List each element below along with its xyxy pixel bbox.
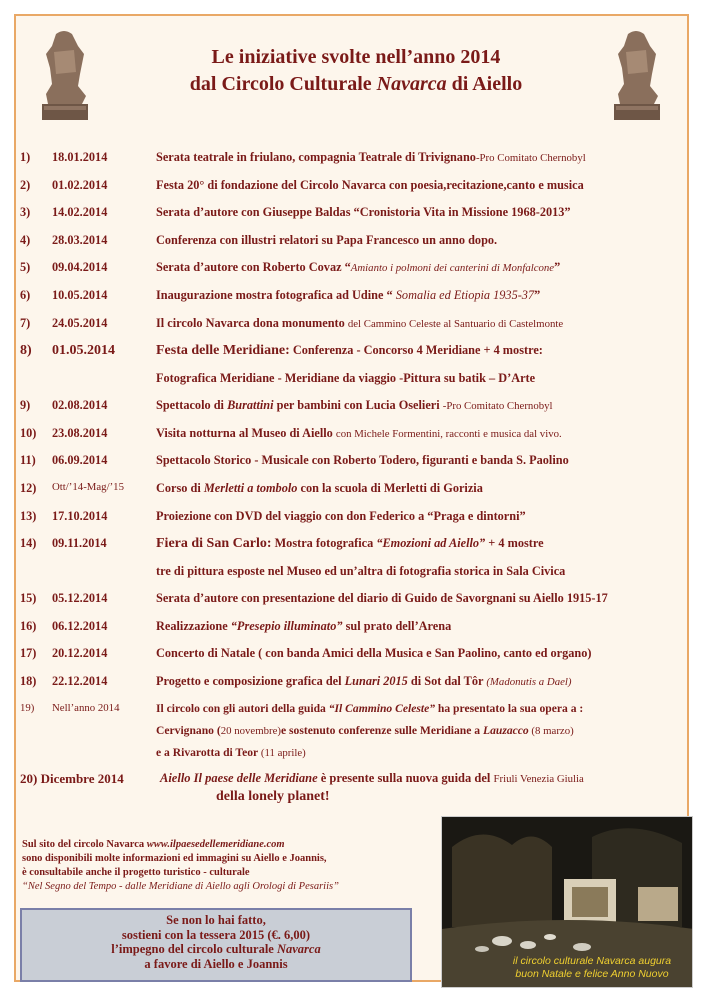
list-item: 19) Nell’anno 2014 Il circolo con gli autori della guida “Il Cammino Celeste” ha presentato la sua opera a : Cervignano (20 novembre)e sostenuto conferenze sulle Meridiane a Lauzacco (8 marzo) e a Rivarotta di Teor (11 aprile): [20, 701, 584, 759]
list-item: 11) 06.09.2014 Spettacolo Storico - Musicale con Roberto Todero, figuranti e banda S. Paolino: [20, 453, 569, 468]
list-item: 2) 01.02.2014 Festa 20° di fondazione del Circolo Navarca con poesia,recitazione,canto e musica: [20, 177, 584, 192]
nativity-photo: [441, 816, 693, 988]
site-link[interactable]: www.ilpaesedellemeridiane.com: [146, 839, 285, 850]
page-title: Le iniziative svolte nell’anno 2014 dal Circolo Culturale Navarca di Aiello: [189, 46, 523, 95]
list-item: 7) 24.05.2014 Il circolo Navarca dona monumento del Cammino Celeste al Santuario di Castelmonte: [20, 315, 564, 330]
list-item: 18) 22.12.2014 Progetto e composizione grafica del Lunari 2015 di Sot dal Tôr (Madonutis a Dael): [20, 673, 572, 688]
list-item: 16) 06.12.2014 Realizzazione “Presepio illuminato” sul prato dell’Arena: [20, 618, 452, 633]
statue-right-image: [606, 24, 668, 122]
statue-left-image: [34, 24, 96, 122]
list-item: 12) Ott/’14-Mag/’15 Corso di Merletti a tombolo con la scuola di Merletti di Gorizia: [20, 480, 483, 495]
list-item: 5) 09.04.2014 Serata d’autore con Roberto Covaz “Amianto i polmoni dei canterini di Monfalcone”: [20, 260, 561, 275]
list-item: 17) 20.12.2014 Concerto di Natale ( con banda Amici della Musica e San Paolino, canto ed organo): [20, 646, 592, 661]
list-item: 1) 18.01.2014 Serata teatrale in friulano, compagnia Teatrale di Trivignano-Pro Comitato Chernobyl: [20, 150, 586, 164]
footer-info: Sul sito del circolo Navarca www.ilpaesedellemeridiane.com sono disponibili molte informazioni ed immagini su Aiello e Joannis, è consultabile anche il progetto turistico - culturale “Nel Segno del Tempo - dalle Meridiane di Aiello agli Orologi di Pesariis”: [22, 839, 339, 892]
list-item: 4) 28.03.2014 Conferenza con illustri relatori su Papa Francesco un anno dopo.: [20, 232, 498, 247]
list-item: 3) 14.02.2014 Serata d’autore con Giuseppe Baldas “Cronistoria Vita in Missione 1968-2013”: [20, 205, 571, 220]
list-item: 8) 01.05.2014 Festa delle Meridiane: Conferenza - Concorso 4 Meridiane + 4 mostre: Fotografica Meridiane - Meridiane da viaggio -Pittura su batik – D’Arte: [20, 343, 543, 385]
membership-box: Se non lo hai fatto, sostieni con la tessera 2015 (€. 6,00) l’impegno del circolo culturale Navarca a favore di Aiello e Joannis: [20, 908, 412, 982]
list-item: 9) 02.08.2014 Spettacolo di Burattini per bambini con Lucia Oselieri -Pro Comitato Chernobyl: [20, 398, 553, 413]
poster: [14, 14, 689, 982]
list-item-dicembre: 20) Dicembre 2014 Aiello Il paese delle Meridiane è presente sulla nuova guida del Friuli Venezia Giulia della lonely planet!: [20, 770, 584, 804]
list-item: 14) 09.11.2014 Fiera di San Carlo: Mostra fotografica “Emozioni ad Aiello” + 4 mostre tre di pittura esposte nel Museo ed un’altra di fotografia storica in Sala Civica: [20, 536, 566, 578]
events-list: [20, 147, 688, 809]
photo-caption: il circolo culturale Navarca augura buon Natale e felice Anno Nuovo: [512, 955, 672, 980]
list-item: 6) 10.05.2014 Inaugurazione mostra fotografica ad Udine “ Somalia ed Etiopia 1935-37”: [20, 287, 541, 302]
list-item: 15) 05.12.2014 Serata d’autore con presentazione del diario di Guido de Savorgnani su Aiello 1915-17: [20, 591, 608, 606]
list-item: 10) 23.08.2014 Visita notturna al Museo di Aiello con Michele Formentini, racconti e musica dal vivo.: [20, 425, 562, 440]
list-item: 13) 17.10.2014 Proiezione con DVD del viaggio con don Federico a “Praga e dintorni”: [20, 508, 526, 523]
